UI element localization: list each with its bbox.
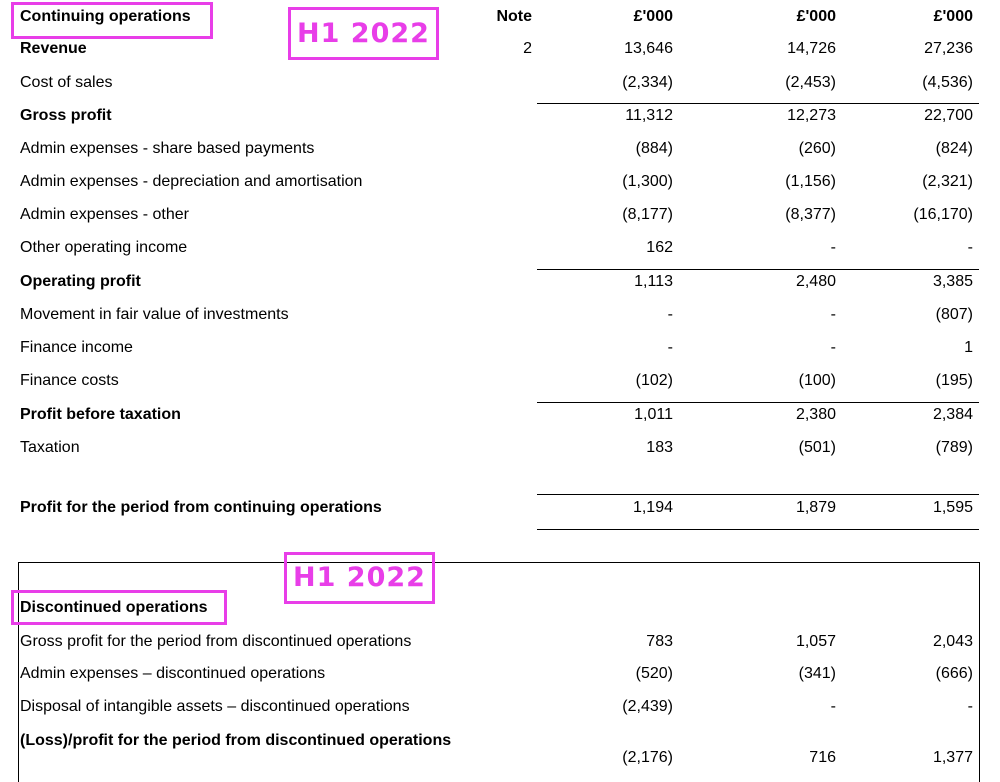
column-header-2: £'000 [796, 8, 836, 25]
row-label: Movement in fair value of investments [20, 306, 289, 323]
table-row [0, 306, 1000, 330]
row-label: Revenue [20, 40, 87, 57]
row-value-1: (1,300) [622, 173, 673, 190]
total-rule-bottom [537, 529, 979, 530]
row-value-3: 27,236 [924, 40, 973, 57]
row-label: Gross profit [20, 107, 112, 124]
row-value-3: 22,700 [924, 107, 973, 124]
row-value-1: 162 [646, 239, 673, 256]
row-value-3: (824) [935, 140, 973, 157]
row-label: Profit before taxation [20, 406, 181, 423]
row-label: Finance income [20, 339, 133, 356]
row-value-2: 14,726 [787, 40, 836, 57]
row-value-3: (195) [935, 372, 973, 389]
row-label: Finance costs [20, 372, 119, 389]
row-value-1: 13,646 [624, 40, 673, 57]
table-row [0, 633, 1000, 657]
row-value-1: 783 [646, 633, 673, 650]
column-header-1: £'000 [633, 8, 673, 25]
row-value-2: - [830, 306, 836, 323]
row-value-2: 1,879 [795, 499, 836, 516]
row-value-3: (2,321) [922, 173, 973, 190]
table-row [0, 239, 1000, 263]
table-row [0, 406, 1000, 430]
table-row [0, 140, 1000, 164]
row-value-3: 1,377 [932, 749, 973, 766]
row-label: Gross profit for the period from discontinued operations [20, 633, 412, 650]
period-tag-top: H1 2022 [288, 7, 439, 60]
total-rule-top [537, 494, 979, 495]
row-value-2: (341) [798, 665, 836, 682]
row-value-1: (102) [635, 372, 673, 389]
row-value-1: (884) [635, 140, 673, 157]
row-label: Taxation [20, 439, 80, 456]
row-value-3: (666) [935, 665, 973, 682]
highlight-box-discontinued [11, 590, 227, 625]
row-value-2: (2,453) [785, 74, 836, 91]
row-value-1: 1,011 [634, 406, 673, 423]
row-value-2: (501) [798, 439, 836, 456]
row-label: Cost of sales [20, 74, 113, 91]
table-row [0, 372, 1000, 396]
table-row [0, 439, 1000, 463]
subtotal-rule [537, 402, 979, 403]
row-label: (Loss)/profit for the period from discontinued operations [20, 732, 452, 749]
row-value-2: 12,273 [787, 107, 836, 124]
row-value-2: (260) [798, 140, 836, 157]
row-value-3: (807) [935, 306, 973, 323]
row-value-1: (2,176) [622, 749, 673, 766]
row-value-1: 1,113 [634, 273, 673, 290]
table-row-total [0, 499, 1000, 523]
subtotal-rule [537, 103, 979, 104]
table-row [0, 698, 1000, 722]
row-value-3: 2,043 [932, 633, 973, 650]
table-row [0, 107, 1000, 131]
row-label: Operating profit [20, 273, 141, 290]
row-value-2: (8,377) [785, 206, 836, 223]
table-row [0, 665, 1000, 689]
table-row-total [0, 732, 1000, 772]
row-note: 2 [523, 40, 532, 57]
row-value-1: (2,334) [622, 74, 673, 91]
row-label: Admin expenses – discontinued operations [20, 665, 326, 682]
row-value-3: (4,536) [922, 74, 973, 91]
row-value-1: 183 [646, 439, 673, 456]
period-tag-bottom: H1 2022 [284, 552, 435, 604]
row-value-3: - [967, 239, 973, 256]
row-label: Disposal of intangible assets – discontinued operations [20, 698, 410, 715]
row-label: Other operating income [20, 239, 188, 256]
row-value-2: - [830, 698, 836, 715]
row-value-2: (100) [798, 372, 836, 389]
row-value-2: - [830, 239, 836, 256]
table-row [0, 40, 1000, 64]
row-value-1: (520) [635, 665, 673, 682]
row-value-1: (2,439) [622, 698, 673, 715]
row-value-3: - [967, 698, 973, 715]
row-value-2: 1,057 [795, 633, 836, 650]
table-row [0, 173, 1000, 197]
row-value-1: - [667, 306, 673, 323]
table-row [0, 206, 1000, 230]
table-row [0, 273, 1000, 297]
row-value-2: 2,480 [795, 273, 836, 290]
row-value-1: 1,194 [632, 499, 673, 516]
row-label: Admin expenses - other [20, 206, 189, 223]
row-value-1: (8,177) [622, 206, 673, 223]
row-value-2: (1,156) [785, 173, 836, 190]
row-value-3: 2,384 [932, 406, 973, 423]
note-column-header: Note [496, 8, 532, 25]
row-label: Admin expenses - share based payments [20, 140, 315, 157]
column-header-3: £'000 [933, 8, 973, 25]
subtotal-rule [537, 269, 979, 270]
table-row [0, 74, 1000, 98]
row-value-3: 1 [964, 339, 973, 356]
row-value-3: 3,385 [932, 273, 973, 290]
row-label: Admin expenses - depreciation and amortisation [20, 173, 363, 190]
row-value-3: 1,595 [932, 499, 973, 516]
row-value-2: 716 [809, 749, 836, 766]
row-value-3: (789) [935, 439, 973, 456]
row-value-3: (16,170) [913, 206, 973, 223]
row-value-1: 11,312 [625, 107, 673, 124]
row-value-1: - [667, 339, 673, 356]
section-title-continuing: Continuing operations [20, 8, 191, 25]
row-label: Profit for the period from continuing operations [20, 499, 382, 516]
row-value-2: 2,380 [795, 406, 836, 423]
highlight-box-continuing [11, 2, 213, 39]
row-value-2: - [830, 339, 836, 356]
section-title-discontinued: Discontinued operations [20, 599, 208, 616]
table-row [0, 339, 1000, 363]
